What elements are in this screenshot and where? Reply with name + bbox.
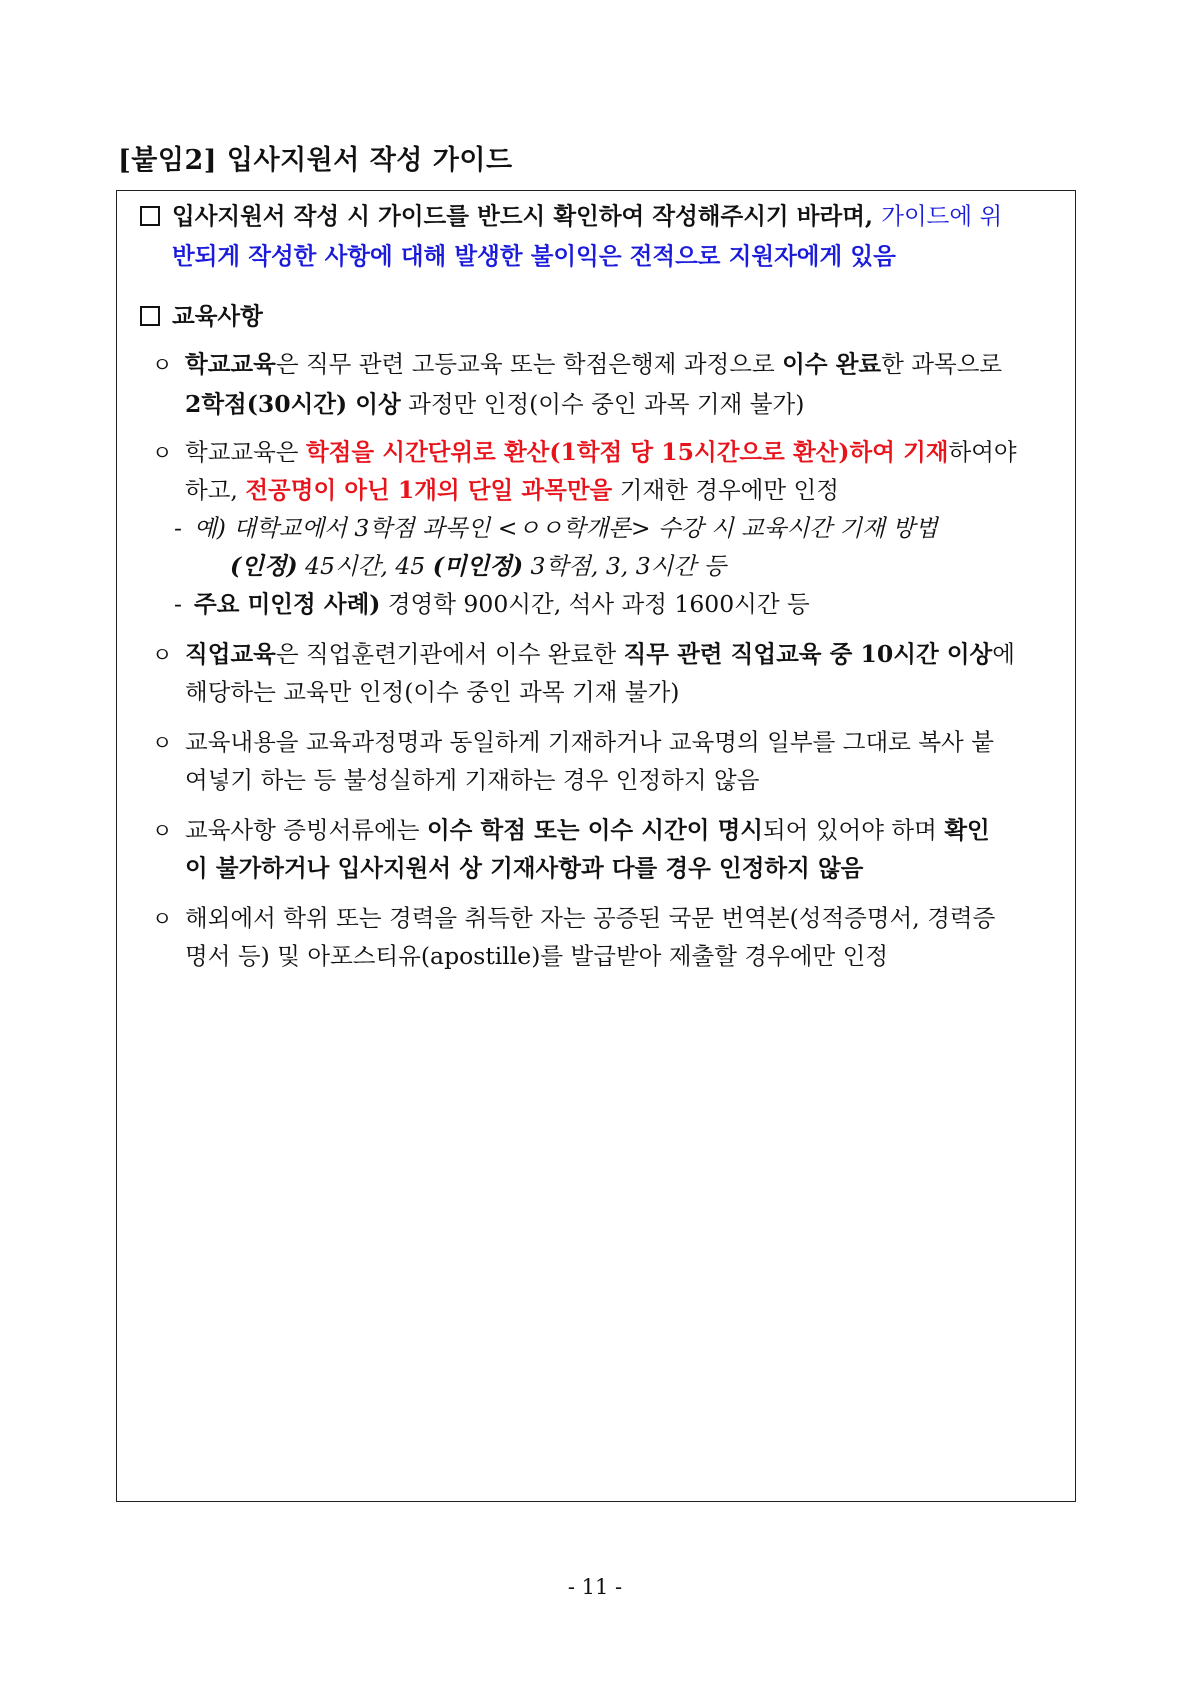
paragraph-content xyxy=(152,722,994,763)
paragraph-content-cont xyxy=(185,760,759,800)
bold-text: 학교교육 xyxy=(185,350,276,378)
text: 해외에서 학위 또는 경력을 취득한 자는 공증된 국문 번역본(성적증명서, 경력증 xyxy=(185,904,996,932)
paragraph-vocational xyxy=(152,634,1015,675)
bullet: ㅇ xyxy=(152,731,173,755)
text: 한 과목으로 xyxy=(881,350,1003,378)
paragraph-school-1 xyxy=(152,344,1002,385)
paragraph-overseas-cont xyxy=(185,936,888,976)
education-heading-label: 교육사항 xyxy=(172,302,263,330)
document-title: [붙임2] 입사지원서 작성 가이드 xyxy=(118,145,513,176)
checkbox-square-icon xyxy=(140,206,160,226)
text: 하고, xyxy=(185,476,246,504)
notice-line-2 xyxy=(172,236,896,276)
bold-text: (인정) xyxy=(230,552,298,580)
text: 경영학 900시간, 석사 과정 1600시간 등 xyxy=(380,590,810,618)
checkbox-square-icon xyxy=(140,306,160,326)
page-number: - 11 - xyxy=(567,1575,623,1599)
paragraph-overseas xyxy=(152,898,995,939)
unrecognized-cases xyxy=(174,584,810,624)
dash: - xyxy=(174,514,182,542)
text: 교육내용을 교육과정명과 동일하게 기재하거나 교육명의 일부를 그대로 복사 붙 xyxy=(185,728,994,756)
text: 학교교육은 xyxy=(185,438,306,466)
paragraph-school-2-cont xyxy=(185,470,839,510)
bold-text: 이수 학점 또는 이수 시간이 명시 xyxy=(426,816,763,844)
text: 교육사항 증빙서류에는 xyxy=(185,816,427,844)
text: 여넣기 하는 등 불성실하게 기재하는 경우 인정하지 않음 xyxy=(185,766,760,794)
text: 명서 등) 및 아포스티유(apostille)를 발급받아 제출할 경우에만 인정 xyxy=(185,942,889,970)
paragraph-school-2 xyxy=(152,432,1017,473)
text: 되어 있어야 하며 xyxy=(762,816,945,844)
bold-text: 직업교육 xyxy=(185,640,276,668)
bold-text: 2학점(30시간) 이상 xyxy=(185,390,401,418)
notice-blue-text: 가이드에 위 xyxy=(881,202,1003,230)
bold-text: 확인 xyxy=(944,816,990,844)
example-line-1 xyxy=(174,508,938,548)
red-text: 학점을 시간단위로 환산(1학점 당 15시간으로 환산)하여 기재 xyxy=(305,438,949,466)
bullet: ㅇ xyxy=(152,643,173,667)
paragraph-vocational-cont xyxy=(185,672,679,712)
bold-text: 주요 미인정 사례) xyxy=(194,590,381,618)
bullet: ㅇ xyxy=(152,441,173,465)
red-text: 전공명이 아닌 1개의 단일 과목만을 xyxy=(245,476,613,504)
text: 예) 대학교에서 3학점 과목인 <ㅇㅇ학개론> 수강 시 교육시간 기재 방법 xyxy=(194,514,938,542)
text: 과정만 인정(이수 중인 과목 기재 불가) xyxy=(400,390,805,418)
notice-blue-text-2: 반되게 작성한 사항에 대해 발생한 불이익은 전적으로 지원자에게 있음 xyxy=(172,242,896,270)
paragraph-school-1-cont xyxy=(185,384,804,424)
bullet: ㅇ xyxy=(152,907,173,931)
bullet: ㅇ xyxy=(152,819,173,843)
education-heading xyxy=(140,296,263,336)
dash: - xyxy=(174,590,182,618)
bold-text: (미인정) xyxy=(432,552,524,580)
text: 기재한 경우에만 인정 xyxy=(612,476,839,504)
bold-text: 직무 관련 직업교육 중 10시간 이상 xyxy=(623,640,993,668)
bold-text: 이 불가하거나 입사지원서 상 기재사항과 다를 경우 인정하지 않음 xyxy=(185,854,864,882)
paragraph-evidence-cont xyxy=(185,848,863,888)
text: 하여야 xyxy=(948,438,1017,466)
example-line-2 xyxy=(230,546,726,586)
bullet: ㅇ xyxy=(152,353,173,377)
paragraph-evidence xyxy=(152,810,990,851)
text: 45시간, 45 xyxy=(297,552,433,580)
text: 해당하는 교육만 인정(이수 중인 과목 기재 불가) xyxy=(185,678,680,706)
notice-line-1 xyxy=(140,196,1002,236)
bold-text: 이수 완료 xyxy=(782,350,882,378)
text: 은 직무 관련 고등교육 또는 학점은행제 과정으로 xyxy=(275,350,783,378)
text: 3학점, 3, 3시간 등 xyxy=(523,552,727,580)
text: 에 xyxy=(992,640,1015,668)
text: 은 직업훈련기관에서 이수 완료한 xyxy=(275,640,624,668)
notice-text: 입사지원서 작성 시 가이드를 반드시 확인하여 작성해주시기 바라며, xyxy=(172,202,882,230)
